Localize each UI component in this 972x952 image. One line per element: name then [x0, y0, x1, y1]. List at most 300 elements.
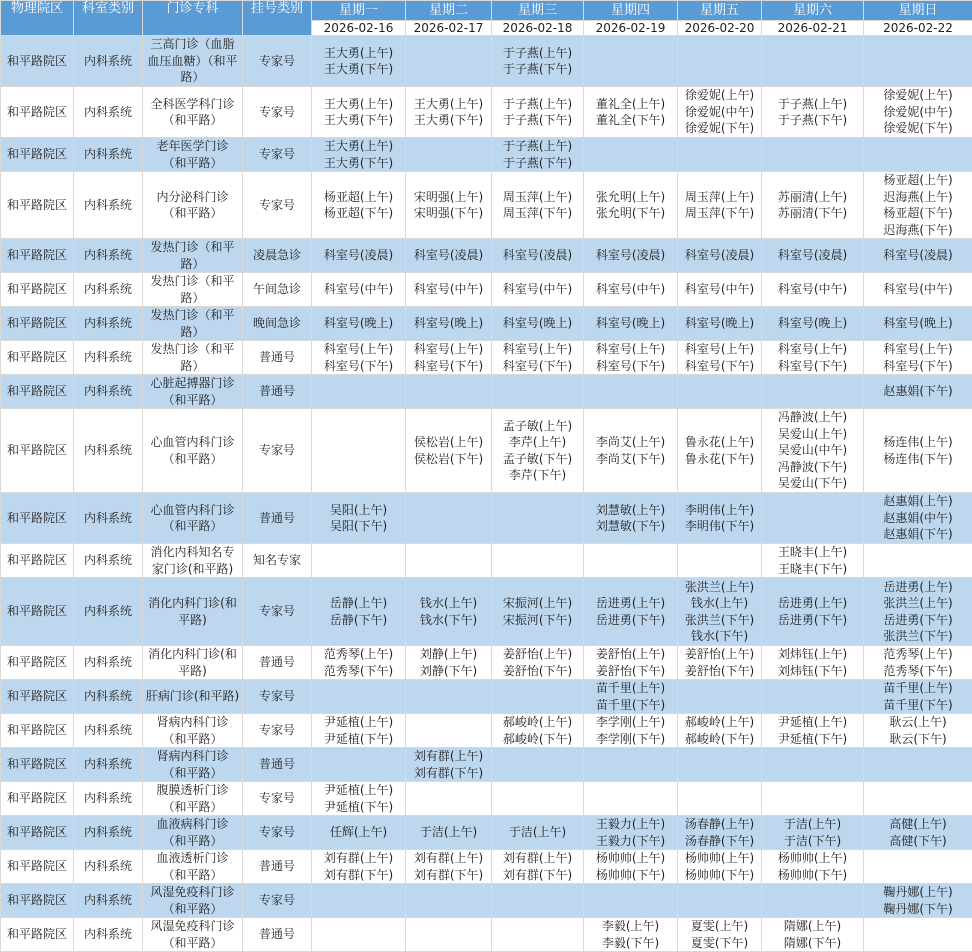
doctor-slot[interactable]: 李毅(上午) [586, 918, 675, 935]
doctor-slot[interactable]: 刘炜钰(下午) [764, 663, 861, 680]
doctor-slot[interactable]: 于洁(上午) [408, 824, 489, 841]
doctor-slot[interactable]: 王大勇(下午) [314, 61, 403, 78]
doctor-slot[interactable]: 刘有群(上午) [494, 850, 581, 867]
schedule-cell[interactable] [678, 273, 762, 307]
doctor-slot[interactable]: 科室号(晚上) [494, 315, 581, 332]
doctor-slot[interactable]: 刘慧敏(上午) [586, 502, 675, 519]
doctor-slot[interactable]: 李学刚(下午) [586, 731, 675, 748]
schedule-cell[interactable] [406, 578, 492, 646]
doctor-slot[interactable]: 尹延植(下午) [764, 731, 861, 748]
schedule-cell[interactable] [312, 138, 406, 172]
schedule-cell[interactable] [678, 714, 762, 748]
doctor-slot[interactable]: 刘有群(下午) [314, 867, 403, 884]
doctor-slot[interactable]: 李芹(上午) [494, 434, 581, 451]
doctor-slot[interactable]: 姜舒怡(下午) [494, 663, 581, 680]
doctor-slot[interactable]: 科室号(上午) [314, 341, 403, 358]
schedule-cell[interactable] [584, 714, 678, 748]
doctor-slot[interactable]: 宋明强(下午) [408, 205, 489, 222]
doctor-slot[interactable]: 李明伟(上午) [680, 502, 759, 519]
schedule-cell[interactable] [584, 172, 678, 239]
doctor-slot[interactable]: 徐爱妮(中午) [866, 104, 970, 121]
doctor-slot[interactable]: 侯松岩(下午) [408, 451, 489, 468]
doctor-slot[interactable]: 周玉萍(上午) [680, 189, 759, 206]
schedule-cell[interactable] [312, 714, 406, 748]
schedule-cell[interactable] [492, 850, 584, 884]
doctor-slot[interactable]: 苏丽清(下午) [764, 205, 861, 222]
doctor-slot[interactable]: 杨亚超(上午) [314, 189, 403, 206]
doctor-slot[interactable]: 科室号(晚上) [764, 315, 861, 332]
doctor-slot[interactable]: 科室号(下午) [680, 358, 759, 375]
doctor-slot[interactable]: 吴爱山(中午) [764, 442, 861, 459]
doctor-slot[interactable]: 科室号(上午) [680, 341, 759, 358]
doctor-slot[interactable]: 科室号(凌晨) [408, 247, 489, 264]
schedule-cell[interactable] [678, 493, 762, 544]
category-cell: 内科系统 [74, 409, 143, 493]
doctor-slot[interactable]: 李尚艾(下午) [586, 451, 675, 468]
doctor-slot[interactable]: 科室号(晚上) [680, 315, 759, 332]
schedule-cell[interactable] [584, 493, 678, 544]
doctor-slot[interactable]: 迟海燕(下午) [866, 222, 970, 239]
doctor-slot[interactable]: 岳进勇(上午) [586, 595, 675, 612]
doctor-slot[interactable]: 科室号(凌晨) [764, 247, 861, 264]
doctor-slot[interactable]: 侯松岩(上午) [408, 434, 489, 451]
doctor-slot[interactable]: 杨连伟(上午) [866, 434, 970, 451]
doctor-slot[interactable]: 迟海燕(上午) [866, 189, 970, 206]
schedule-cell [406, 782, 492, 816]
schedule-cell[interactable] [678, 172, 762, 239]
schedule-cell[interactable] [312, 87, 406, 138]
schedule-cell[interactable] [584, 680, 678, 714]
schedule-cell[interactable] [678, 307, 762, 341]
doctor-slot[interactable]: 于子燕(下午) [494, 61, 581, 78]
schedule-cell[interactable] [492, 714, 584, 748]
schedule-cell[interactable] [762, 87, 864, 138]
schedule-cell[interactable] [864, 341, 972, 375]
doctor-slot[interactable]: 高健(下午) [866, 833, 970, 850]
doctor-slot[interactable]: 李毅(下午) [586, 935, 675, 952]
doctor-slot[interactable]: 范秀琴(下午) [314, 663, 403, 680]
doctor-slot[interactable]: 冯静波(下午) [764, 459, 861, 476]
schedule-cell[interactable] [584, 307, 678, 341]
doctor-slot[interactable]: 杨帅帅(上午) [586, 850, 675, 867]
schedule-cell[interactable] [762, 409, 864, 493]
doctor-slot[interactable]: 刘有群(上午) [408, 850, 489, 867]
doctor-slot[interactable]: 科室号(下午) [764, 358, 861, 375]
doctor-slot[interactable]: 苗千里(上午) [866, 680, 970, 697]
doctor-slot[interactable]: 科室号(上午) [764, 341, 861, 358]
doctor-slot[interactable]: 刘静(下午) [408, 663, 489, 680]
schedule-cell[interactable] [584, 646, 678, 680]
doctor-slot[interactable]: 钱水(下午) [408, 612, 489, 629]
doctor-slot[interactable]: 姜舒怡(上午) [494, 646, 581, 663]
schedule-cell[interactable] [312, 341, 406, 375]
doctor-slot[interactable]: 苏丽清(上午) [764, 189, 861, 206]
doctor-slot[interactable]: 科室号(中午) [764, 281, 861, 298]
schedule-cell[interactable] [864, 375, 972, 409]
category-cell: 内科系统 [74, 578, 143, 646]
doctor-slot[interactable]: 科室号(中午) [494, 281, 581, 298]
schedule-cell[interactable] [678, 341, 762, 375]
schedule-cell[interactable] [584, 341, 678, 375]
schedule-cell[interactable] [762, 273, 864, 307]
schedule-cell[interactable] [406, 172, 492, 239]
schedule-cell[interactable] [406, 87, 492, 138]
doctor-slot[interactable]: 科室号(凌晨) [494, 247, 581, 264]
doctor-slot[interactable]: 钱水(上午) [408, 595, 489, 612]
schedule-cell[interactable] [864, 87, 972, 138]
doctor-slot[interactable]: 姜舒怡(下午) [680, 663, 759, 680]
doctor-slot[interactable]: 科室号(下午) [408, 358, 489, 375]
doctor-slot[interactable]: 科室号(下午) [586, 358, 675, 375]
doctor-slot[interactable]: 张洪兰(下午) [680, 612, 759, 629]
doctor-slot[interactable]: 科室号(上午) [408, 341, 489, 358]
doctor-slot[interactable]: 周玉萍(下午) [680, 205, 759, 222]
schedule-cell[interactable] [864, 884, 972, 918]
reg-type-cell: 专家号 [243, 782, 312, 816]
doctor-slot[interactable]: 姜舒怡(下午) [586, 663, 675, 680]
schedule-cell[interactable] [864, 816, 972, 850]
schedule-cell[interactable] [864, 307, 972, 341]
doctor-slot[interactable]: 科室号(晚上) [586, 315, 675, 332]
doctor-slot[interactable]: 于子燕(上午) [494, 138, 581, 155]
doctor-slot[interactable]: 钱水(下午) [680, 628, 759, 645]
doctor-slot[interactable]: 夏雯(下午) [680, 935, 759, 952]
doctor-slot[interactable]: 杨帅帅(下午) [680, 867, 759, 884]
schedule-cell[interactable] [312, 239, 406, 273]
doctor-slot[interactable]: 任辉(上午) [314, 824, 403, 841]
schedule-cell[interactable] [762, 239, 864, 273]
doctor-slot[interactable]: 刘有群(下午) [494, 867, 581, 884]
doctor-slot[interactable]: 王晓丰(下午) [764, 561, 861, 578]
doctor-slot[interactable]: 隋娜(上午) [764, 918, 861, 935]
doctor-slot[interactable]: 岳静(上午) [314, 595, 403, 612]
schedule-cell[interactable] [406, 409, 492, 493]
doctor-slot[interactable]: 周玉萍(下午) [494, 205, 581, 222]
clinic-cell: 心血管内科门诊（和平路） [143, 409, 243, 493]
doctor-slot[interactable]: 张洪兰(下午) [866, 628, 970, 645]
schedule-cell[interactable] [406, 850, 492, 884]
doctor-slot[interactable]: 科室号(上午) [494, 341, 581, 358]
schedule-cell[interactable] [492, 87, 584, 138]
doctor-slot[interactable]: 岳进勇(上午) [866, 579, 970, 596]
doctor-slot[interactable]: 钱水(上午) [680, 595, 759, 612]
doctor-slot[interactable]: 夏雯(上午) [680, 918, 759, 935]
doctor-slot[interactable]: 郝峻岭(下午) [494, 731, 581, 748]
doctor-slot[interactable]: 科室号(凌晨) [866, 247, 970, 264]
schedule-cell[interactable] [762, 918, 864, 952]
doctor-slot[interactable]: 于子燕(下午) [494, 155, 581, 172]
schedule-cell[interactable] [584, 816, 678, 850]
doctor-slot[interactable]: 王大勇(下午) [314, 112, 403, 129]
doctor-slot[interactable]: 科室号(晚上) [866, 315, 970, 332]
doctor-slot[interactable]: 科室号(中午) [680, 281, 759, 298]
doctor-slot[interactable]: 姜舒怡(上午) [680, 646, 759, 663]
schedule-cell[interactable] [584, 273, 678, 307]
schedule-cell[interactable] [584, 239, 678, 273]
doctor-slot[interactable]: 徐爱妮(中午) [680, 104, 759, 121]
doctor-slot[interactable]: 张允明(上午) [586, 189, 675, 206]
doctor-slot[interactable]: 李芹(下午) [494, 467, 581, 484]
doctor-slot[interactable]: 冯静波(上午) [764, 409, 861, 426]
doctor-slot[interactable]: 于子燕(下午) [494, 112, 581, 129]
doctor-slot[interactable]: 杨帅帅(下午) [764, 867, 861, 884]
doctor-slot[interactable]: 王大勇(下午) [314, 155, 403, 172]
schedule-cell[interactable] [312, 172, 406, 239]
schedule-cell[interactable] [864, 578, 972, 646]
schedule-cell[interactable] [312, 782, 406, 816]
doctor-slot[interactable]: 刘慧敏(下午) [586, 518, 675, 535]
header-date: 2026-02-21 [762, 21, 864, 36]
doctor-slot[interactable]: 岳静(下午) [314, 612, 403, 629]
doctor-slot[interactable]: 汤春静(下午) [680, 833, 759, 850]
schedule-cell[interactable] [584, 87, 678, 138]
doctor-slot[interactable]: 科室号(下午) [494, 358, 581, 375]
doctor-slot[interactable]: 于洁(下午) [764, 833, 861, 850]
doctor-slot[interactable]: 尹延植(下午) [314, 799, 403, 816]
table-row [1, 918, 972, 952]
doctor-slot[interactable]: 孟子敏(上午) [494, 418, 581, 435]
schedule-cell[interactable] [678, 239, 762, 273]
doctor-slot[interactable]: 杨帅帅(上午) [764, 850, 861, 867]
doctor-slot[interactable]: 杨亚超(下午) [314, 205, 403, 222]
doctor-slot[interactable]: 科室号(中午) [866, 281, 970, 298]
doctor-slot[interactable]: 鞠丹娜(上午) [866, 884, 970, 901]
schedule-cell[interactable] [492, 646, 584, 680]
doctor-slot[interactable]: 吴阳(上午) [314, 502, 403, 519]
doctor-slot[interactable]: 于洁(上午) [494, 824, 581, 841]
schedule-cell[interactable] [762, 850, 864, 884]
schedule-cell[interactable] [492, 138, 584, 172]
doctor-slot[interactable]: 尹延植(上午) [764, 714, 861, 731]
doctor-slot[interactable]: 刘静(上午) [408, 646, 489, 663]
doctor-slot[interactable]: 科室号(凌晨) [314, 247, 403, 264]
doctor-slot[interactable]: 董礼全(上午) [586, 96, 675, 113]
schedule-cell[interactable] [492, 341, 584, 375]
doctor-slot[interactable]: 李学刚(上午) [586, 714, 675, 731]
doctor-slot[interactable]: 赵惠娟(下午) [866, 383, 970, 400]
schedule-cell[interactable] [406, 341, 492, 375]
doctor-slot[interactable]: 科室号(下午) [866, 358, 970, 375]
doctor-slot[interactable]: 张允明(下午) [586, 205, 675, 222]
doctor-slot[interactable]: 鞠丹娜(下午) [866, 901, 970, 918]
schedule-cell[interactable] [406, 307, 492, 341]
doctor-slot[interactable]: 杨帅帅(下午) [586, 867, 675, 884]
doctor-slot[interactable]: 周玉萍(上午) [494, 189, 581, 206]
doctor-slot[interactable]: 科室号(上午) [586, 341, 675, 358]
doctor-slot[interactable]: 杨帅帅(上午) [680, 850, 759, 867]
doctor-slot[interactable]: 宋振河(下午) [494, 612, 581, 629]
doctor-slot[interactable]: 张洪兰(上午) [680, 579, 759, 596]
doctor-slot[interactable]: 王大勇(上午) [314, 138, 403, 155]
schedule-cell[interactable] [678, 578, 762, 646]
schedule-cell [492, 782, 584, 816]
doctor-slot[interactable]: 杨亚超(上午) [866, 172, 970, 189]
doctor-slot[interactable]: 徐爱妮(下午) [866, 120, 970, 137]
schedule-cell [584, 36, 678, 87]
doctor-slot[interactable]: 苗千里(下午) [866, 697, 970, 714]
doctor-slot[interactable]: 科室号(中午) [408, 281, 489, 298]
doctor-slot[interactable]: 范秀琴(上午) [314, 646, 403, 663]
doctor-slot[interactable]: 刘有群(下午) [408, 765, 489, 782]
schedule-cell[interactable] [312, 816, 406, 850]
schedule-cell[interactable] [864, 646, 972, 680]
doctor-slot[interactable]: 科室号(凌晨) [586, 247, 675, 264]
schedule-cell[interactable] [762, 544, 864, 578]
doctor-slot[interactable]: 赵惠娟(上午) [866, 493, 970, 510]
schedule-cell[interactable] [492, 578, 584, 646]
doctor-slot[interactable]: 吴阳(下午) [314, 518, 403, 535]
schedule-cell[interactable] [762, 341, 864, 375]
doctor-slot[interactable]: 宋振河(上午) [494, 595, 581, 612]
doctor-slot[interactable]: 尹延植(上午) [314, 714, 403, 731]
doctor-slot[interactable]: 刘有群(上午) [314, 850, 403, 867]
schedule-cell[interactable] [312, 36, 406, 87]
doctor-slot[interactable]: 隋娜(下午) [764, 935, 861, 952]
schedule-cell[interactable] [492, 172, 584, 239]
schedule-cell[interactable] [678, 646, 762, 680]
schedule-cell[interactable] [864, 680, 972, 714]
doctor-slot[interactable]: 赵惠娟(中午) [866, 510, 970, 527]
doctor-slot[interactable]: 于子燕(上午) [764, 96, 861, 113]
doctor-slot[interactable]: 苗千里(下午) [586, 697, 675, 714]
schedule-cell[interactable] [762, 172, 864, 239]
doctor-slot[interactable]: 汤春静(上午) [680, 816, 759, 833]
doctor-slot[interactable]: 科室号(中午) [586, 281, 675, 298]
campus-cell: 和平路院区 [1, 341, 74, 375]
doctor-slot[interactable]: 科室号(下午) [314, 358, 403, 375]
schedule-cell[interactable] [312, 307, 406, 341]
schedule-cell[interactable] [406, 273, 492, 307]
doctor-slot[interactable]: 王毅力(下午) [586, 833, 675, 850]
doctor-slot[interactable]: 科室号(晚上) [408, 315, 489, 332]
schedule-cell[interactable] [762, 714, 864, 748]
doctor-slot[interactable]: 科室号(上午) [866, 341, 970, 358]
schedule-cell[interactable] [864, 493, 972, 544]
doctor-slot[interactable]: 耿云(下午) [866, 731, 970, 748]
doctor-slot[interactable]: 耿云(上午) [866, 714, 970, 731]
schedule-cell[interactable] [584, 578, 678, 646]
schedule-cell[interactable] [864, 409, 972, 493]
schedule-cell[interactable] [312, 493, 406, 544]
schedule-cell[interactable] [864, 714, 972, 748]
doctor-slot[interactable]: 于洁(上午) [764, 816, 861, 833]
doctor-slot[interactable]: 科室号(中午) [314, 281, 403, 298]
doctor-slot[interactable]: 宋明强(上午) [408, 189, 489, 206]
doctor-slot[interactable]: 岳进勇(下午) [866, 612, 970, 629]
schedule-cell[interactable] [312, 273, 406, 307]
doctor-slot[interactable]: 科室号(凌晨) [680, 247, 759, 264]
doctor-slot[interactable]: 郝峻岭(上午) [494, 714, 581, 731]
doctor-slot[interactable]: 赵惠娟(下午) [866, 526, 970, 543]
schedule-cell[interactable] [492, 239, 584, 273]
doctor-slot[interactable]: 于子燕(上午) [494, 96, 581, 113]
doctor-slot[interactable]: 于子燕(下午) [764, 112, 861, 129]
doctor-slot[interactable]: 刘炜钰(上午) [764, 646, 861, 663]
doctor-slot[interactable]: 王大勇(上午) [314, 45, 403, 62]
schedule-cell[interactable] [584, 409, 678, 493]
schedule-cell[interactable] [584, 918, 678, 952]
schedule-cell[interactable] [492, 273, 584, 307]
doctor-slot[interactable]: 吴爱山(上午) [764, 426, 861, 443]
schedule-cell[interactable] [406, 239, 492, 273]
schedule-cell[interactable] [406, 816, 492, 850]
doctor-slot[interactable]: 王大勇(上午) [408, 96, 489, 113]
doctor-slot[interactable]: 李尚艾(上午) [586, 434, 675, 451]
doctor-slot[interactable]: 吴爱山(下午) [764, 475, 861, 492]
doctor-slot[interactable]: 王晓丰(上午) [764, 544, 861, 561]
doctor-slot[interactable]: 王大勇(上午) [314, 96, 403, 113]
schedule-cell[interactable] [312, 850, 406, 884]
schedule-cell[interactable] [678, 816, 762, 850]
doctor-slot[interactable]: 高健(上午) [866, 816, 970, 833]
schedule-cell[interactable] [864, 273, 972, 307]
schedule-cell[interactable] [406, 748, 492, 782]
doctor-slot[interactable]: 王大勇(下午) [408, 112, 489, 129]
schedule-cell[interactable] [678, 87, 762, 138]
doctor-slot[interactable]: 张洪兰(上午) [866, 595, 970, 612]
doctor-slot[interactable]: 徐爱妮(下午) [680, 120, 759, 137]
schedule-cell[interactable] [406, 646, 492, 680]
schedule-cell[interactable] [492, 409, 584, 493]
doctor-slot[interactable]: 徐爱妮(上午) [680, 87, 759, 104]
schedule-cell[interactable] [584, 850, 678, 884]
doctor-slot[interactable]: 鲁永花(下午) [680, 451, 759, 468]
doctor-slot[interactable]: 于子燕(上午) [494, 45, 581, 62]
doctor-slot[interactable]: 刘有群(下午) [408, 867, 489, 884]
doctor-slot[interactable]: 董礼全(下午) [586, 112, 675, 129]
doctor-slot[interactable]: 李明伟(下午) [680, 518, 759, 535]
table-row [1, 816, 972, 850]
doctor-slot[interactable]: 苗千里(上午) [586, 680, 675, 697]
schedule-cell[interactable] [864, 239, 972, 273]
doctor-slot[interactable]: 杨亚超(下午) [866, 205, 970, 222]
doctor-slot[interactable]: 杨连伟(下午) [866, 451, 970, 468]
doctor-slot[interactable]: 郝峻岭(下午) [680, 731, 759, 748]
schedule-cell[interactable] [492, 816, 584, 850]
doctor-slot[interactable]: 范秀琴(上午) [866, 646, 970, 663]
doctor-slot[interactable]: 尹延植(下午) [314, 731, 403, 748]
doctor-slot[interactable]: 岳进勇(上午) [764, 595, 861, 612]
doctor-slot[interactable]: 姜舒怡(上午) [586, 646, 675, 663]
category-cell: 内科系统 [74, 680, 143, 714]
doctor-slot[interactable]: 岳进勇(下午) [764, 612, 861, 629]
doctor-slot[interactable]: 刘有群(上午) [408, 748, 489, 765]
clinic-cell: 血液病科门诊（和平路） [143, 816, 243, 850]
schedule-cell[interactable] [678, 918, 762, 952]
schedule-cell [678, 375, 762, 409]
doctor-slot[interactable]: 尹延植(上午) [314, 782, 403, 799]
schedule-cell[interactable] [762, 816, 864, 850]
doctor-slot[interactable]: 范秀琴(下午) [866, 663, 970, 680]
schedule-cell[interactable] [762, 646, 864, 680]
schedule-cell[interactable] [678, 409, 762, 493]
doctor-slot[interactable]: 科室号(晚上) [314, 315, 403, 332]
schedule-cell[interactable] [678, 850, 762, 884]
schedule-cell[interactable] [762, 578, 864, 646]
schedule-cell[interactable] [492, 36, 584, 87]
doctor-slot[interactable]: 孟子敏(下午) [494, 451, 581, 468]
schedule-cell[interactable] [864, 172, 972, 239]
doctor-slot[interactable]: 徐爱妮(上午) [866, 87, 970, 104]
schedule-cell[interactable] [492, 307, 584, 341]
doctor-slot[interactable]: 鲁永花(上午) [680, 434, 759, 451]
doctor-slot[interactable]: 岳进勇(下午) [586, 612, 675, 629]
schedule-cell[interactable] [312, 646, 406, 680]
schedule-cell[interactable] [762, 307, 864, 341]
doctor-slot[interactable]: 王毅力(上午) [586, 816, 675, 833]
doctor-slot[interactable]: 郝峻岭(上午) [680, 714, 759, 731]
schedule-cell[interactable] [312, 578, 406, 646]
